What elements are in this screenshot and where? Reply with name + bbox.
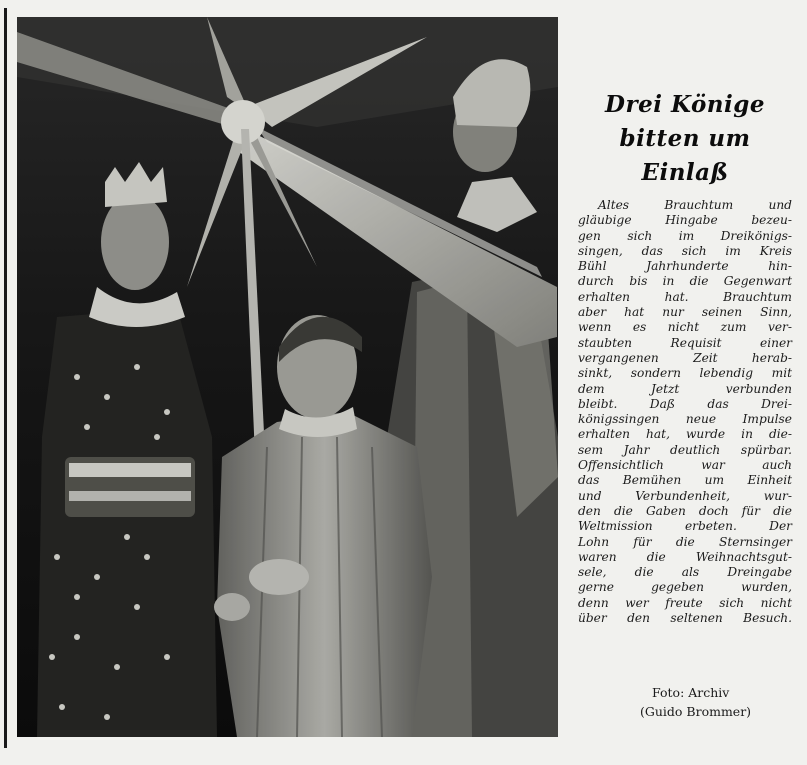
body-line: wenn es nicht zum ver- <box>578 320 792 335</box>
body-line: Offensichtlich war auch <box>578 458 792 473</box>
column-rule <box>4 8 7 748</box>
body-line: königssingen neue Impulse <box>578 412 792 427</box>
body-line: singen, das sich im Kreis <box>578 243 792 258</box>
body-line: sinkt, sondern lebendig mit <box>578 366 792 381</box>
body-line: vergangenen Zeit herab- <box>578 350 792 365</box>
photo-illustration <box>17 17 558 737</box>
body-line: und Verbundenheit, wur- <box>578 488 792 503</box>
article <box>578 88 792 626</box>
body-line: das Bemühen um Einheit <box>578 473 792 488</box>
body-line: Altes Brauchtum und <box>598 198 792 212</box>
headline <box>578 88 792 190</box>
body-line: Lohn für die Sternsinger <box>578 534 792 549</box>
headline-line-2: bitten um Einlaß <box>619 125 751 186</box>
body-line: gläubige Hingabe bezeu- <box>578 213 792 228</box>
news-photo <box>17 17 558 737</box>
photo-credit-line-2: (Guido Brommer) <box>640 704 752 719</box>
headline-line-1: Drei Könige <box>605 91 765 118</box>
body-line: durch bis in die Gegenwart <box>578 274 792 289</box>
body-line: bleibt. Daß das Drei- <box>578 396 792 411</box>
body-line: den die Gaben doch für die <box>578 503 792 518</box>
photo-credit-line-1: Foto: Archiv <box>652 685 730 700</box>
body-line: denn wer freute sich nicht <box>578 595 792 610</box>
body-line: staubten Requisit einer <box>578 335 792 350</box>
body-line: Weltmission erbeten. Der <box>578 519 792 534</box>
body-line: aber hat nur seinen Sinn, <box>578 305 792 320</box>
article-body <box>578 198 792 626</box>
body-line: sem Jahr deutlich spürbar. <box>578 442 792 457</box>
body-line: waren die Weihnachtsgut- <box>578 549 792 564</box>
body-line: erhalten hat, wurde in die- <box>578 427 792 442</box>
body-line: gen sich im Dreikönigs- <box>578 228 792 243</box>
body-line: gerne gegeben wurden, <box>578 580 792 595</box>
body-line: erhalten hat. Brauchtum <box>578 289 792 304</box>
body-line: über den seltenen Besuch. <box>578 611 792 626</box>
body-line: dem Jetzt verbunden <box>578 381 792 396</box>
body-line: sele, die als Dreingabe <box>578 565 792 580</box>
photo-credit <box>640 683 751 721</box>
body-line: Bühl Jahrhunderte hin- <box>578 259 792 274</box>
